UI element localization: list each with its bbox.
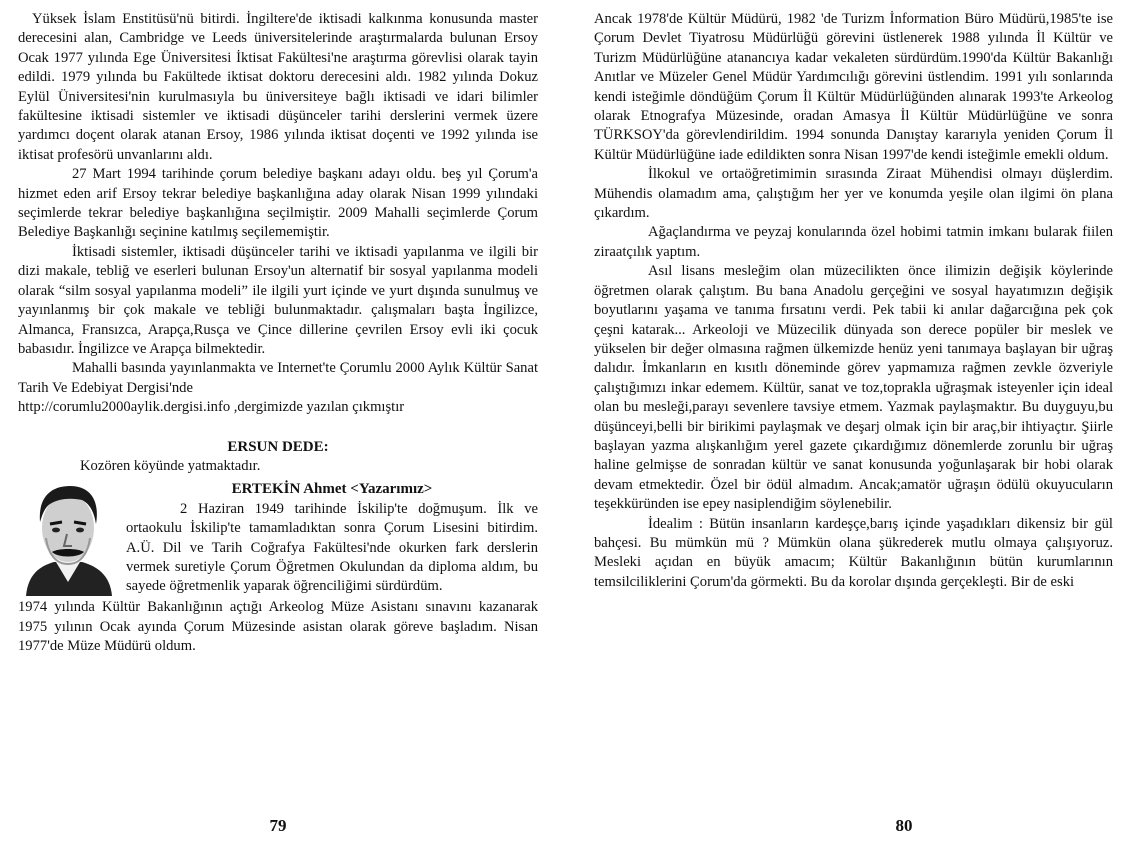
right-page <box>594 10 1113 841</box>
paragraph-ideal: İdealim : Bütün insanların kardeşçe,barış içinde yaşadıkları dikensiz bir gül bahçesi. Bu mümkün mü ? Mümkün olana şükrederek mutlu olmaya çalışıyoruz. Mesleki açıdan en büyük amacım; Kültür Bakanlığının bütün kurumlarının temsilciliklerini Çorum'da görmekti. Bu da korolar dışında gerçekleşti. Bir de eski <box>594 515 1113 590</box>
paragraph-education: Yüksek İslam Enstitüsü'nü bitirdi. İngiltere'de iktisadi kalkınma konusunda master derecesini alan, Cambridge ve Leeds üniversitelerinde araştırmalarda bulunan Ersoy Ocak 1977 yılında Ege Üniversitesi İktisat Fakültesi'ne araştırma görevlisi olarak tayin edildi. 1979 yılında bu Fakültede iktisat doktoru derecesini aldı. 1982 yılında Dokuz Eylül Üniversitesi'nin kurulmasıyla bu üniversiteye bağlı iktisadi ve idari bilimler fakültesine iktisadi sistemler ve iktisadi düşünceler tarihi derslerini vermek üzere yardımcı doçent olarak atanan Ersoy, 1986 yılında iktisat doçenti ve 1992 yılında ise iktisat profesörü unvanlarını aldı. <box>18 11 538 163</box>
bio-block <box>18 476 538 598</box>
paragraph-dream: İlkokul ve ortaöğretimimin sırasında Ziraat Mühendisi olmayı düşlerdim. Mühendis olamadım ama, çalıştığım her yer ve konumda yeşile olan ilgimi ön plana çıkardım. <box>594 166 1113 222</box>
press-text: Mahalli basında yayınlanmakta ve Internet'te Çorumlu 2000 Aylık Kültür Sanat Tarih Ve Edebiyat Dergisi'nde <box>18 360 538 396</box>
page-number-left: 79 <box>269 816 287 835</box>
heading-ertekin: ERTEKİN Ahmet <Yazarımız> <box>231 481 433 498</box>
author-photo <box>20 478 116 596</box>
paragraph-hobby: Ağaçlandırma ve peyzaj konularında özel hobimi tatmin imkanı bularak fiilen ziraatçılık yaptım. <box>594 224 1113 260</box>
left-page <box>18 10 538 841</box>
paragraph-bio: 2 Haziran 1949 tarihinde İskilip'te doğmuşum. İlk ve ortaokulu İskilip'te tamamladıktan sonra Çorum Lisesini bitirdim. A.Ü. Dil ve Tarih Coğrafya Fakültesi'nde okurken fark derslerin vermek suretiyle Çorum Öğretmen Okulundan da diploma aldım, bu sayede öğretmenlik yaparak öğrenciliğimi sürdürdüm. <box>126 500 538 595</box>
paragraph-mayor: 27 Mart 1994 tarihinde çorum belediye başkanı adayı oldu. beş yıl Çorum'a hizmet eden arif Ersoy tekrar belediye başkanlığına aday olarak Nisan 1999 yılındaki seçimlerde tekrar belediye başkanlığına seçilmiştir. 2009 Mahalli seçimlerde Çorum Belediye Başkanlığı seçinine katılmış seçilememiştir. <box>18 166 538 241</box>
paragraph-url: http://corumlu2000aylik.dergisi.info ,dergimizde yazılan çıkmıştır <box>18 399 405 416</box>
paragraph-works: İktisadi sistemler, iktisadi düşünceler tarihi ve iktisadi yapılanma ve ilgili bir dizi makale, tebliğ ve eserleri bulunan Ersoy'un alternatif bir sosyal yapılanma modeli olarak “silm sosyal yapılanma modeli” ile ilgili yurt içinde ve yurt dışında sunulmuş ve yayınlanmış bir çok makale ve tebliği bulunmaktadır. çalışmaları başta İngilizce, Almanca, Fransızca, Arapça,Rusça ve Çince dillerine çevrilen Ersoy evli iki çocuk babasıdır. İngilizce ve Arapça bilmektedir. <box>18 243 538 357</box>
line-kozoren: Kozören köyünde yatmaktadır. <box>80 457 261 474</box>
paragraph-career: Ancak 1978'de Kültür Müdürü, 1982 'de Turizm İnformation Büro Müdürü,1985'te ise Çorum Devlet Tiyatrosu Müdürlüğü görevini üstlenerek 1988 yılında İl Kültür ve Turizm Müdürlüğüne atanancıya kadar vekaleten sürdürdüm.1990'da Kültür Bakanlığı Anıtlar ve Müzeler Genel Müdür Yardımcılığı görevini üstlendim. 1991 yılı sonlarında kendi isteğimle döndüğüm Çorum İl Kültür Müdürlüğünden alınarak 1993'te Arkeolog olarak Etnografya Müzesinde, oradan Amasya İl Kültür Müdürlüğüne ve sonra TÜRKSOY'da görevlendirildim. 1994 sonunda Danıştay kararıyla yeniden Çorum İl Kültür Müdürlüğüne iade edildikten sonra Nisan 1997'de kendi isteğimle emekli oldum. <box>594 11 1113 163</box>
page-number-right: 80 <box>895 816 913 835</box>
paragraph-bio-career: 1974 yılında Kültür Bakanlığının açtığı Arkeolog Müze Asistanı sınavını kazanarak 1975 yılının Ocak ayında Çorum Müzesinde asistan olarak göreve başladım. Nisan 1977'de Müze Müdürü oldum. <box>18 599 538 655</box>
paragraph-press <box>18 359 538 398</box>
heading-ersun-dede: ERSUN DEDE: <box>227 438 329 455</box>
paragraph-profession: Asıl lisans mesleğim olan müzecilikten önce ilimizin değişik köylerinde öğretmen olarak çalıştım. Bu bana Anadolu gerçeğini ve sosyal hayatımızın değişik boyutlarını yaşama ve tanıma fırsatını verdi. Pek tabii ki anılar dağarcığına pek çok çeşni katarak... Arkeoloji ve Müzecilik dünyada son derece popüler bir meslek ve yükselen bir değer olmasına rağmen ülkemizde henüz yeni tanımaya başlayan bir uğraş dalıdır. İmkanların en kısıtlı döneminde görev yapmamıza rağmen zevkle özveriyle çalıştığımızı inkar edemem. Kültür, sanat ve toz,toprakla uğraşmak isteyenler için ideal olan bu mesleği,parayı sevenlere tavsiye etmem. Yazmak paylaşmaktır. Bu duyguyu,bu düşünceyi,belli bir birikimi paylaşmak ve deşarj olmak için bir araç,bir ihtiyaçtır. Şiirle başlayan yazma alışkanlığım yerel gazete çıkardığımız dönemlerde zorunlu bir uğraş haline gelmişse de sonradan kültür ve sanat konusunda yoğunlaşarak bir hobi olarak devam etmektedir. Özel bir ödül almadım. Ancak;amatör uğraşın ödülü okuyucuların teşekküründen ise epey nasiplendiğim söylenebilir. <box>594 263 1113 513</box>
